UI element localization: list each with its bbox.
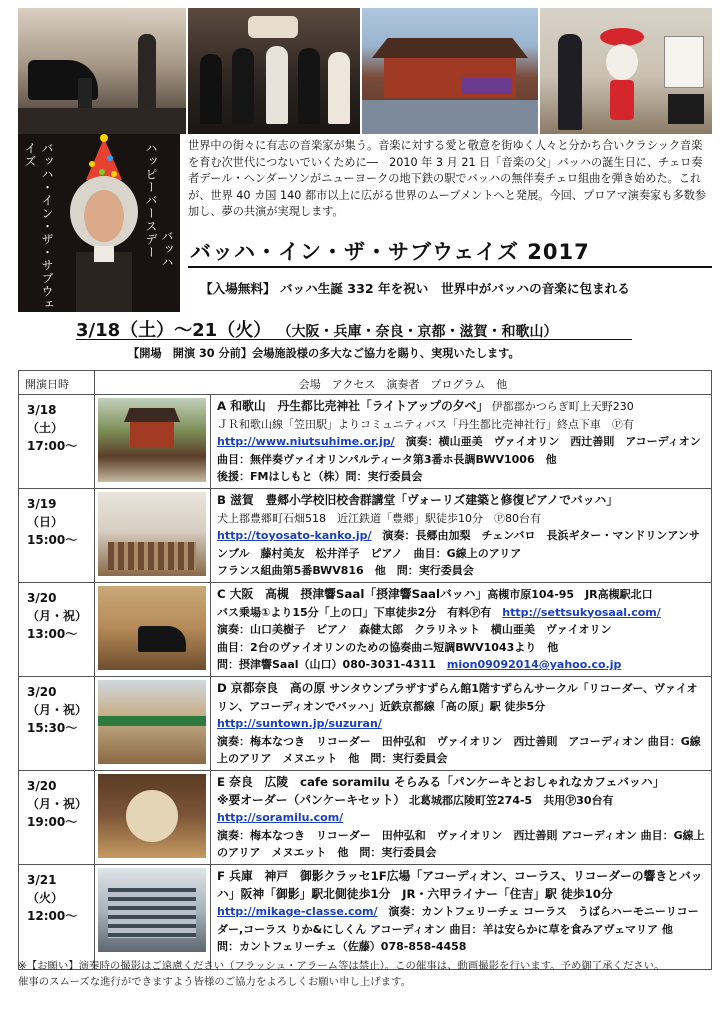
venue-link[interactable]: http://toyosato-kanko.jp/ xyxy=(217,529,372,542)
row-date: 3/20 （月・祝） 19:00～ xyxy=(19,771,95,864)
subtitle xyxy=(200,278,630,297)
row-date: 3/20 （月・祝） 15:30～ xyxy=(19,677,95,770)
row-details: F 兵庫 神戸 御影クラッセ1F広場「アコーディオン、コーラス、リコーダーの響きとバッハ」阪神「御影」駅北側徒歩1分 JR・六甲ライナー「住吉」駅 徒歩10分 http://mikage-classe.com/ 演奏：カントフェリーチェ コーラス うばらハーモニーリコーダー,コーラス りか&にしくん アコーディオン 曲目：羊は安らかに草を食みアヴェマリア 他 問：カントフェリーチェ（佐藤）078-858-4458 xyxy=(217,869,703,953)
date-range: 3/18（土）～21（火） xyxy=(76,320,272,341)
schedule-table xyxy=(18,370,712,970)
page-title: バッハ・イン・ザ・サブウェイズ 2017 xyxy=(190,240,590,264)
table-row xyxy=(19,583,711,677)
footer-line-2: 催事のスムーズな進行ができますよう皆様のご協力をよろしくお願い申し上げます。 xyxy=(18,976,411,988)
venue-link[interactable]: http://mikage-classe.com/ xyxy=(217,905,378,918)
bach-portrait xyxy=(18,134,180,312)
row-date: 3/19 （日） 15:00～ xyxy=(19,489,95,582)
venue-link[interactable]: http://soramilu.com/ xyxy=(217,811,344,824)
hall-photo xyxy=(98,586,206,670)
venue-link[interactable]: http://suntown.jp/suzuran/ xyxy=(217,717,382,730)
table-row xyxy=(19,395,711,489)
portrait-right-text-2: バッハ xyxy=(160,230,174,269)
subtitle-text: バッハ生誕 332 年を祝い 世界中がバッハの音楽に包まれる xyxy=(279,281,630,296)
row-details: B 滋賀 豊郷小学校旧校舎群講堂「ヴォーリズ建築と修復ピアノでバッハ」 犬上郡豊郷町石畑518 近江鉄道「豊郷」駅徒歩10分 Ⓟ80台有 http://toyosato-kanko.jp/ 演奏：長郷由加梨 チェンバロ 長浜ギター・マンドリンアンサンブル 藤村美友 松井洋子 ピアノ 曲目：G線上のアリア フランス組曲第5番BWV816 他 問：実行委員会 xyxy=(217,493,700,577)
row-details: D 京都奈良 高の原 サンタウンプラザすずらん館1階すずらんサークル「リコーダー、ヴァイオリン、アコーディオンでバッハ」近鉄京都線「高の原」駅 徒歩5分 http://suntown.jp/suzuran/ 演奏：梅本なつき リコーダー 田仲弘和 ヴァイオリン 西辻善則 アコーディオン 曲目：G線上のアリア メヌエット 他 問：実行委員会 xyxy=(217,681,701,765)
row-date: 3/18 （土） 17:00～ xyxy=(19,395,95,488)
portrait-right-text: ハッピーバースデー xyxy=(144,142,158,259)
region-list: （大阪・兵庫・奈良・京都・滋賀・和歌山） xyxy=(277,324,558,340)
plaza-photo xyxy=(98,680,206,764)
dates-divider xyxy=(76,339,632,340)
building-photo xyxy=(98,868,206,952)
free-admission-label: 【入場無料】 xyxy=(200,281,276,296)
row-date: 3/20 （月・祝） 13:00～ xyxy=(19,583,95,676)
band-photo xyxy=(188,8,360,134)
row-details: A 和歌山 丹生都比売神社「ライトアップの夕べ」 伊都郡かつらぎ町上天野230 ＪＲ和歌山線「笠田駅」よりコミュニティバス「丹生都比売神社行」終点下車 Ⓟ有 http://www.niutsuhime.or.jp/ 演奏：横山亜美 ヴァイオリン 西辻善則 アコーディオン 曲目：無伴奏ヴァイオリンパルティータ第3番ホ長調BWV1006 他 後援：FMはしもと（株）問：実行委員会 xyxy=(217,399,712,483)
table-row xyxy=(19,677,711,771)
venue-link[interactable]: http://www.niutsuhime.or.jp/ xyxy=(217,435,395,448)
intro-paragraph: 世界中の街々に有志の音楽家が集う。音楽に対する愛と敬意を街ゆく人々と分かち合いクラシック音楽を育む次世代につないでいくために― 2010 年 3 月 21 日「音楽の父」バッハの誕生日に、チェロ奏者デール・ヘンダーソンがニューヨークの地下鉄の駅でバッハの無伴奏チェロ組曲を弾き始めた。これが、世界 40 カ国 140 都市以上に広がる世界のムーブメントへと発展。今回、プロアマ演奏家も多数参加し、夢の共演が実現します。 xyxy=(188,139,707,219)
piano-ensemble-photo xyxy=(18,8,186,134)
table-row xyxy=(19,771,711,865)
auditorium-photo xyxy=(98,492,206,576)
contact-email[interactable]: mion09092014@yahoo.co.jp xyxy=(446,658,622,671)
venue-link[interactable]: http://settsukyosaal.com/ xyxy=(502,605,661,619)
shrine-photo xyxy=(98,398,206,482)
table-row xyxy=(19,865,711,969)
header-date: 開演日時 xyxy=(19,371,95,394)
mascot-accordion-photo xyxy=(540,8,712,134)
cafe-photo xyxy=(98,774,206,858)
title-divider xyxy=(188,266,712,268)
table-row xyxy=(19,489,711,583)
photo-strip xyxy=(18,8,712,134)
footer-notes xyxy=(18,958,712,990)
portrait-left-text: バッハ・イン・ザ・サブウェイズ xyxy=(23,142,54,311)
footer-line-1: ※【お願い】演奏時の撮影はご遠慮ください（フラッシュ・アラーム等は禁止）。この催事は、動画撮影を行います。予め御了承ください。 xyxy=(18,960,665,972)
opening-notice: 【開場 開演 30 分前】会場施設様の多大なご協力を賜り、実現いたします。 xyxy=(128,347,520,360)
header-details: 会場 アクセス 演奏者 プログラム 他 xyxy=(298,378,508,391)
temple-photo xyxy=(362,8,538,134)
table-header xyxy=(19,371,711,395)
row-details: C 大阪 高槻 摂津響Saal「摂津響Saalバッハ」高槻市原104-95 JR高槻駅北口 バス乗場①より15分「上の口」下車徒歩2分 有料Ⓟ有 http://settsukyosaal.com/ 演奏：山口美樹子 ピアノ 森健太郎 クラリネット 横山亜美 ヴァイオリン 曲目：2台のヴァイオリンのための協奏曲ニ短調BWV1043より 他 問：摂津響Saal（山口）080-3031-4311 mion09092014@yahoo.co.jp xyxy=(217,587,661,671)
row-details: E 奈良 広陵 cafe soramilu そらみる「パンケーキとおしゃれなカフェバッハ」 ※要オーダー（パンケーキセット） 北葛城郡広陵町笠274-5 共用Ⓟ30台有 http://soramilu.com/ 演奏：梅本なつき リコーダー 田仲弘和 ヴァイオリン 西辻善則 アコーディオン 曲目：G線上のアリア メヌエット 他 問：実行委員会 xyxy=(217,775,705,859)
row-date: 3/21 （火） 12:00～ xyxy=(19,865,95,969)
